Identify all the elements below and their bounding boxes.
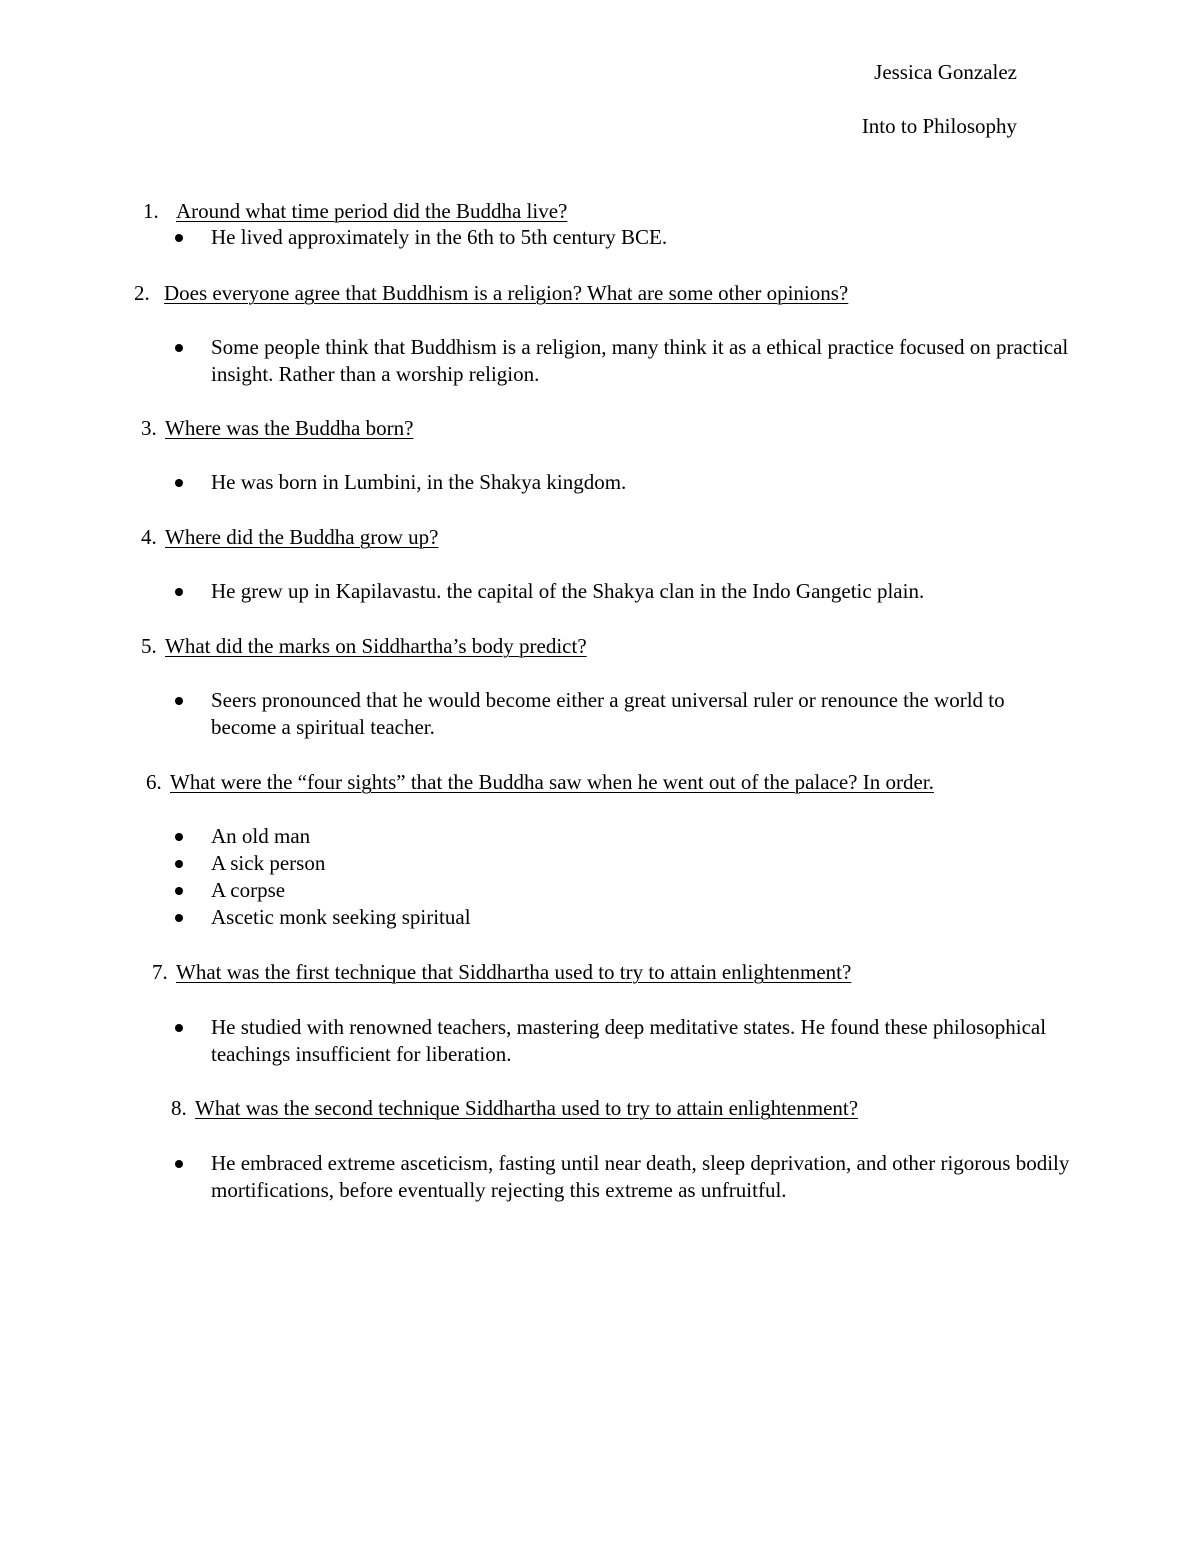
answer-bullet [175, 1014, 1075, 1068]
question-4 [141, 524, 439, 550]
bullet-icon [175, 1160, 183, 1168]
answer-text: A corpse [211, 878, 286, 902]
question-3 [141, 415, 413, 441]
answer-text: He grew up in Kapilavastu. the capital of the Shakya clan in the Indo Gangetic plain. [211, 579, 925, 603]
question-number: 4. [141, 525, 157, 549]
bullet-icon [175, 697, 183, 705]
question-text: Where did the Buddha grow up? [165, 525, 439, 549]
bullet-icon [175, 234, 183, 242]
question-8 [171, 1095, 858, 1121]
question-text: What did the marks on Siddhartha’s body predict? [165, 634, 587, 658]
question-number: 6. [146, 770, 162, 794]
answer-bullet [175, 334, 1075, 388]
question-text: Where was the Buddha born? [165, 416, 414, 440]
answer-text: He was born in Lumbini, in the Shakya kingdom. [211, 470, 627, 494]
answer-bullet [175, 904, 1075, 931]
question-number: 5. [141, 634, 157, 658]
answer-text: An old man [211, 824, 311, 848]
question-number: 3. [141, 416, 157, 440]
answer-bullet [175, 1150, 1075, 1204]
question-text: What was the second technique Siddhartha used to try to attain enlightenment? [195, 1096, 859, 1120]
answer-bullet [175, 469, 1075, 496]
question-number: 7. [152, 960, 168, 984]
question-2 [134, 280, 848, 306]
question-number: 1. [143, 199, 159, 223]
bullet-icon [175, 887, 183, 895]
answer-text: A sick person [211, 851, 326, 875]
question-text: Around what time period did the Buddha live? [176, 199, 568, 223]
author-name: Jessica Gonzalez [874, 60, 1017, 84]
bullet-icon [175, 344, 183, 352]
answer-text: He lived approximately in the 6th to 5th century BCE. [211, 225, 668, 249]
bullet-icon [175, 479, 183, 487]
answer-text: He embraced extreme asceticism, fasting until near death, sleep deprivation, and other rigorous bodily mortifications, before eventually rejecting this extreme as unfruitful. [211, 1151, 1070, 1202]
answer-bullet [175, 687, 1075, 741]
question-6 [146, 769, 934, 795]
answer-text: Ascetic monk seeking spiritual [211, 905, 471, 929]
answer-bullet [175, 224, 1075, 251]
bullet-icon [175, 833, 183, 841]
bullet-icon [175, 588, 183, 596]
answer-text: Seers pronounced that he would become either a great universal ruler or renounce the world to become a spiritual teacher. [211, 688, 1005, 739]
question-number: 2. [134, 281, 150, 305]
answer-bullet [175, 877, 1075, 904]
answer-text: Some people think that Buddhism is a religion, many think it as a ethical practice focused on practical insight. Rather than a worship religion. [211, 335, 1069, 386]
bullet-icon [175, 860, 183, 868]
answer-bullet [175, 823, 1075, 850]
question-number: 8. [171, 1096, 187, 1120]
question-5 [141, 633, 587, 659]
question-text: Does everyone agree that Buddhism is a religion? What are some other opinions? [164, 281, 849, 305]
question-1 [143, 198, 567, 224]
question-text: What was the first technique that Siddhartha used to try to attain enlightenment? [176, 960, 852, 984]
answer-text: He studied with renowned teachers, mastering deep meditative states. He found these philosophical teachings insufficient for liberation. [211, 1015, 1047, 1066]
course-title: Into to Philosophy [861, 114, 1017, 138]
answer-bullet [175, 850, 1075, 877]
question-text: What were the “four sights” that the Buddha saw when he went out of the palace? In order. [170, 770, 934, 794]
question-7 [152, 959, 851, 985]
answer-bullet [175, 578, 1075, 605]
bullet-icon [175, 914, 183, 922]
bullet-icon [175, 1024, 183, 1032]
